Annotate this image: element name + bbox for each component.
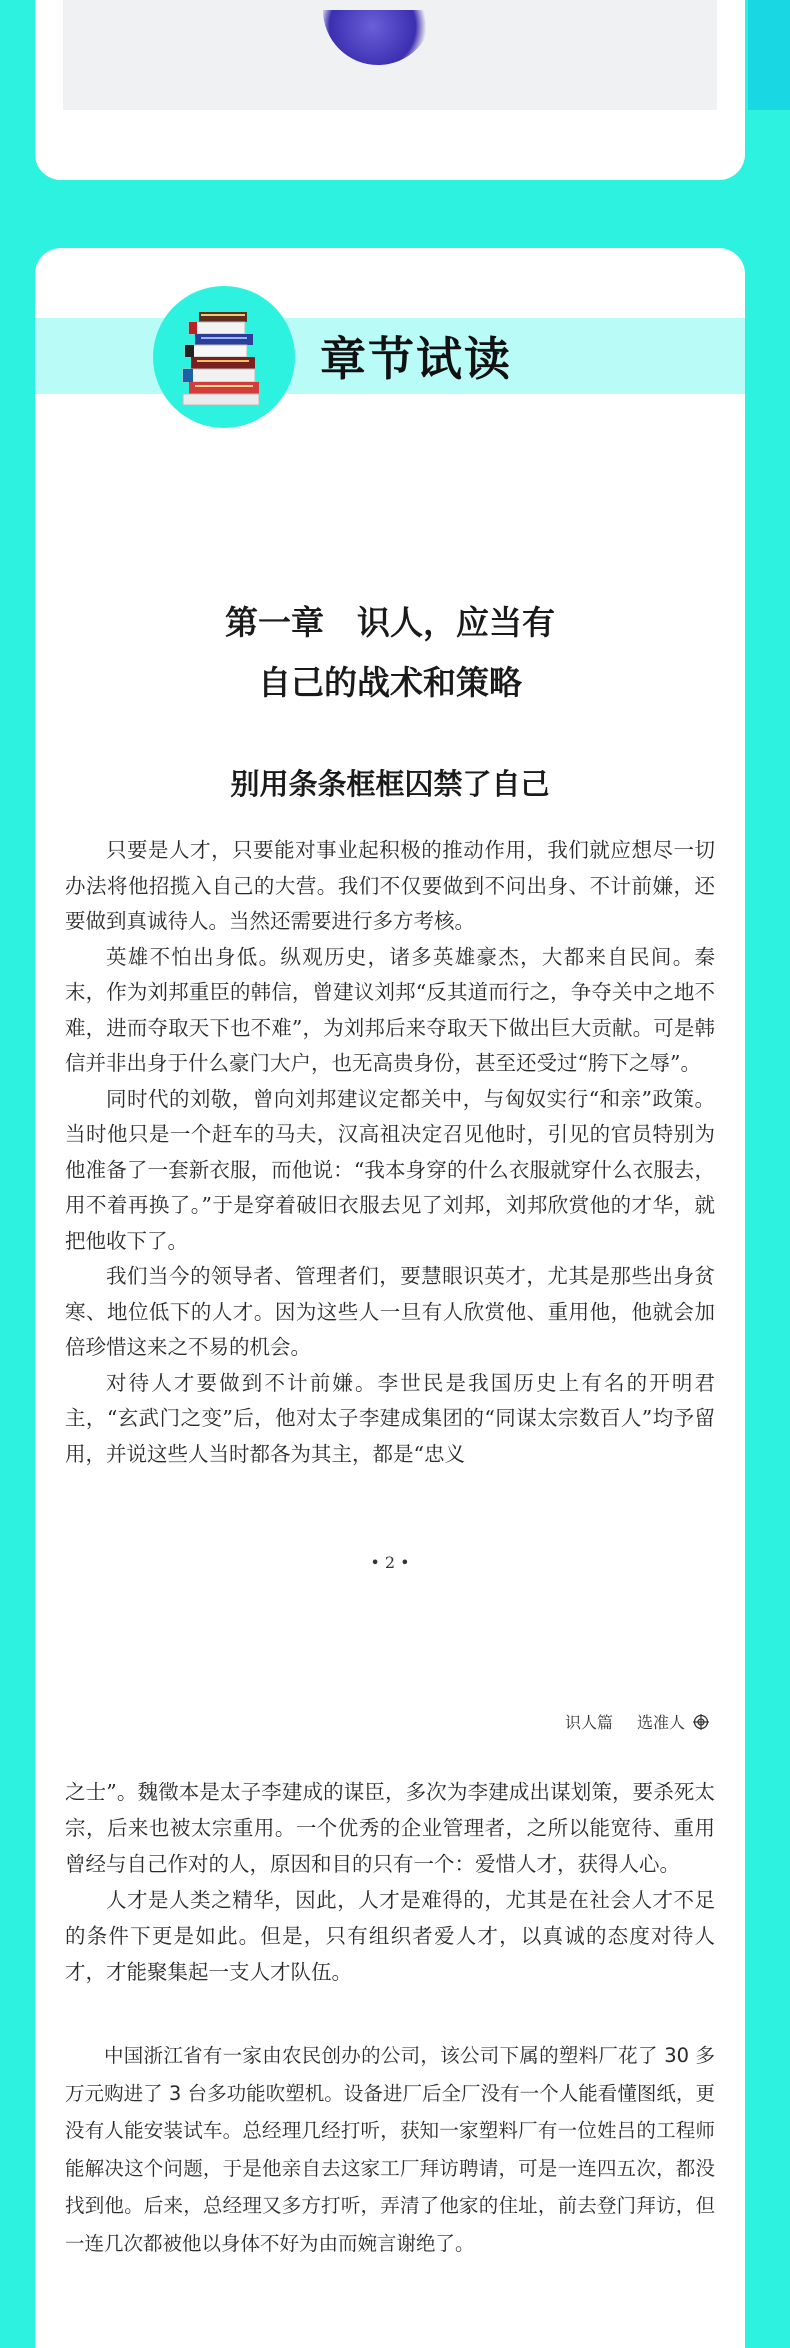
- chapter-title-line1: 第一章 识人，应当有: [225, 603, 555, 642]
- paragraph: 同时代的刘敬，曾向刘邦建议定都关中，与匈奴实行“和亲”政策。当时他只是一个赶车的马夫，汉高祖决定召见他时，引见的官员特别为他准备了一套新衣服，而他说：“我本身穿的什么衣服就穿什么衣服去，用不着再换了。”于是穿着破旧衣服去见了刘邦，刘邦欣赏他的才华，就把他收下了。: [65, 1086, 715, 1253]
- running-head: [565, 1710, 709, 1733]
- paragraph: 只要是人才，只要能对事业起积极的推动作用，我们就应想尽一切办法将他招揽入自己的大营。我们不仅要做到不问出身、不计前嫌，还要做到真诚待人。当然还需要进行多方考核。: [65, 838, 715, 933]
- running-head-right: 选准人: [636, 1713, 685, 1732]
- paragraph: 我们当今的领导者、管理者们，要慧眼识英才，尤其是那些出身贫寒、地位低下的人才。因为这些人一旦有人欣赏他、重用他，他就会加倍珍惜这来之不易的机会。: [65, 1264, 715, 1359]
- previous-card: [35, 0, 745, 180]
- paragraph: 人才是人类之精华，因此，人才是难得的，尤其是在社会人才不足的条件下更是如此。但是，只有组织者爱人才，以真诚的态度对待人才，才能聚集起一支人才队伍。: [65, 1888, 715, 1984]
- page-number: • 2 •: [370, 1553, 410, 1572]
- product-image-object: [323, 10, 433, 65]
- paragraph: 对待人才要做到不计前嫌。李世民是我国历史上有名的开明君主，“玄武门之变”后，他对太子李建成集团的“同谋太宗数百人”均予留用，并说这些人当时都各为其主，都是“忠义: [65, 1370, 715, 1466]
- section-title-banner: 章节试读: [320, 332, 512, 386]
- running-head-left: 识人篇: [564, 1713, 613, 1732]
- chapter-preview-card: [35, 248, 745, 2348]
- product-image: [63, 0, 717, 110]
- chapter-title-line2: 自己的战术和策略: [258, 663, 522, 702]
- page-body-continued: [65, 1774, 715, 1990]
- paragraph: 之士”。魏徵本是太子李建成的谋臣，多次为李建成出谋划策，要杀死太宗，后来也被太宗重用。一个优秀的企业管理者，之所以能宽待、重用曾经与自己作对的人，原因和目的只有一个：爱惜人才，获得人心。: [65, 1780, 715, 1876]
- paragraph: 中国浙江省有一家由农民创办的公司，该公司下属的塑料厂花了 30 多万元购进了 3 台多功能吹塑机。设备进厂后全厂没有一个人能看懂图纸，更没有人能安装试车。总经理几经打听，获知一家塑料厂有一位姓吕的工程师能解决这个问题，于是他亲自去这家工厂拜访聘请，可是一连四五次，都没找到他。后来，总经理又多方打听，弄清了他家的住址，前去登门拜访，但一连几次都被他以身体不好为由而婉言谢绝了。: [65, 2044, 715, 2255]
- case-study: [65, 2037, 715, 2262]
- target-icon: [693, 1714, 709, 1730]
- background-edge: [748, 0, 790, 110]
- chapter-title: [35, 593, 745, 713]
- section-heading: 别用条条框框囚禁了自己: [230, 767, 550, 801]
- book-stack-icon: [153, 286, 295, 428]
- page-body: [65, 833, 715, 1472]
- paragraph: 英雄不怕出身低。纵观历史，诸多英雄豪杰，大都来自民间。秦末，作为刘邦重臣的韩信，曾建议刘邦“反其道而行之，争夺关中之地不难，进而夺取天下也不难”，为刘邦后来夺取天下做出巨大贡献。可是韩信并非出身于什么豪门大户，也无高贵身份，甚至还受过“胯下之辱”。: [65, 944, 715, 1075]
